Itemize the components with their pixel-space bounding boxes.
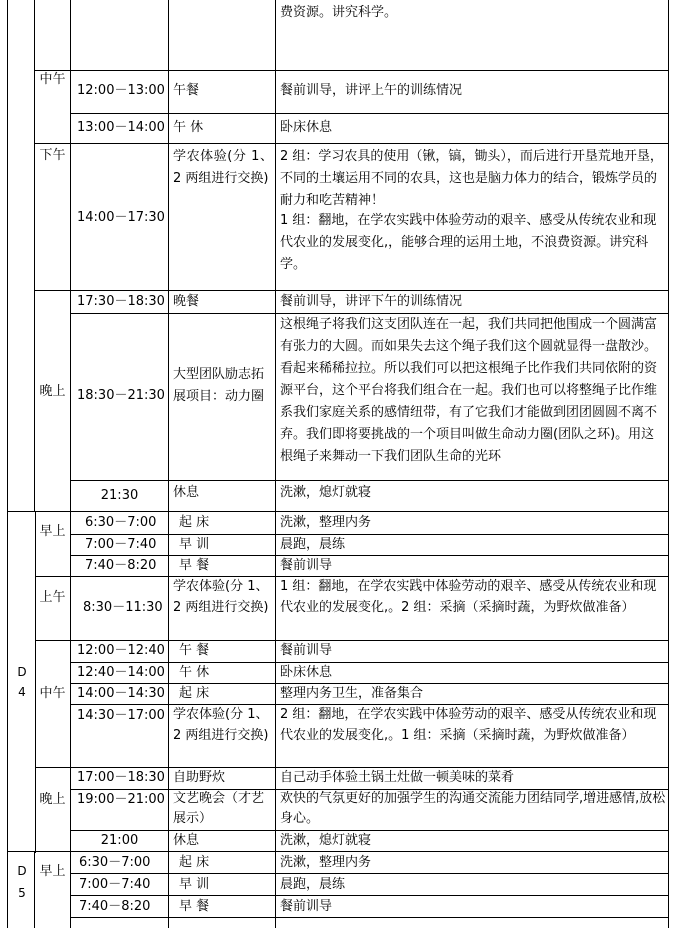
detail-cell: 卧床休息 (280, 120, 333, 135)
detail-cell: 这根绳子将我们这支团队连在一起，我们共同把他围成一个圆满富有张力的大圆。而如果失去这个绳子我们这个圆就显得一盘散沙。看起来稀稀拉拉。所以我们可以把这根绳子比作我们共同依附的资源平台，这个平台将我们组合在一起。我们也可以将整绳子比作维系我们家庭关系的感情纽带，有了它我们才能做到团团圆圆不离不弃。我们即将要挑战的一个项目叫做生命动力圈(团队之环)。用这根绳子来舞动一下我们团队生命的光环 (280, 317, 658, 464)
detail-cell: 欢快的气氛更好的加强学生的沟通交流能力团结同学,增进感情,放松身心。 (280, 791, 666, 826)
item-cell: 学农体验(分 1、2 两组进行交换) (173, 579, 269, 615)
time-cell: 14:00－17:30 (77, 210, 165, 225)
detail-cell: 2 组：翻地，在学农实践中体验劳动的艰辛、感受从传统农业和现代农业的发展变化,。1 组：采摘（采摘时蔬，为野炊做准备） (280, 707, 657, 743)
item-cell: 晚餐 (173, 294, 200, 309)
item-cell: 午餐 (173, 83, 200, 98)
detail-cell: 2 组：学习农具的使用（锹，镐，锄头），而后进行开垦荒地开垦，不同的土壤运用不同的农具，这也是脑力体力的结合，锻炼学员的耐力和吃苦精神！ (280, 149, 663, 208)
detail-cell: 整理内务卫生，准备集合 (280, 686, 424, 701)
item-cell: 早 餐 (179, 899, 210, 914)
time-cell: 13:00－14:00 (77, 120, 165, 135)
time-cell: 17:00－18:30 (77, 770, 165, 785)
detail-cell: 晨跑，晨练 (280, 877, 346, 892)
item-cell: 起 床 (179, 515, 210, 530)
item-cell: 午 休 (179, 665, 210, 680)
time-cell: 7:40－8:20 (85, 558, 157, 573)
item-cell: 休息 (173, 833, 200, 848)
time-cell: 19:00－21:00 (77, 792, 165, 807)
time-cell: 6:30－7:00 (85, 515, 157, 530)
time-cell: 12:40－14:00 (77, 665, 165, 680)
detail-cell: 自己动手体验土锅土灶做一顿美味的菜肴 (280, 770, 515, 785)
detail-cell: 餐前训导，讲评下午的训练情况 (280, 294, 463, 309)
item-cell: 大型团队励志拓展项目：动力圈 (173, 367, 265, 404)
day-label: D (17, 864, 27, 878)
detail-cell: 晨跑，晨练 (280, 537, 346, 552)
detail-cell: 费资源。讲究科学。 (280, 5, 398, 20)
time-cell: 21:30 (100, 488, 139, 503)
detail-cell: 餐前训导，讲评上午的训练情况 (280, 83, 463, 98)
item-cell: 早 餐 (179, 558, 210, 573)
time-cell: 14:30－17:00 (77, 708, 165, 723)
time-cell: 7:00－7:40 (85, 537, 157, 552)
time-cell: 12:00－12:40 (77, 643, 165, 658)
period-label: 上午 (39, 590, 66, 605)
item-cell: 起 床 (179, 855, 210, 870)
item-cell: 早 训 (179, 537, 210, 552)
detail-cell: 洗漱，熄灯就寝 (280, 833, 372, 848)
day-number: 5 (18, 886, 26, 900)
detail-cell: 餐前训导 (280, 643, 333, 658)
item-cell: 学农体验(分 1、2 两组进行交换) (173, 707, 269, 743)
period-label: 中午 (39, 686, 66, 701)
item-cell: 起 床 (179, 686, 210, 701)
day-number: 4 (18, 685, 26, 699)
detail-cell: 卧床休息 (280, 665, 333, 680)
item-cell: 休息 (173, 485, 200, 500)
item-cell: 午 休 (173, 120, 204, 135)
period-label: 晚上 (39, 792, 66, 807)
detail-cell: 餐前训导 (280, 558, 333, 573)
detail-cell: 洗漱，整理内务 (280, 855, 372, 870)
time-cell: 8:30－11:30 (83, 600, 163, 615)
time-cell: 14:00－14:30 (77, 686, 165, 701)
detail-cell: 1 组：翻地，在学农实践中体验劳动的艰辛、感受从传统农业和现代农业的发展变化,。2 组：采摘（采摘时蔬，为野炊做准备） (280, 579, 657, 615)
detail-cell: 洗漱，整理内务 (280, 515, 372, 530)
detail-cell: 1 组：翻地，在学农实践中体验劳动的艰辛、感受从传统农业和现代农业的发展变化,，能够合理的运用土地，不浪费资源。讲究科学。 (280, 213, 657, 272)
detail-cell: 洗漱，熄灯就寝 (280, 485, 372, 500)
time-cell: 7:00－7:40 (79, 877, 151, 892)
time-cell: 12:00－13:00 (77, 83, 165, 98)
time-cell: 6:30－7:00 (79, 855, 151, 870)
item-cell: 文艺晚会（才艺展示） (173, 791, 265, 826)
item-cell: 午 餐 (179, 643, 210, 658)
period-label: 中午 (39, 72, 66, 87)
period-label: 晚上 (39, 384, 66, 399)
period-label: 下午 (39, 148, 66, 163)
period-label: 早上 (39, 864, 66, 879)
item-cell: 学农体验(分 1、2 两组进行交换) (173, 149, 273, 186)
time-cell: 18:30－21:30 (77, 388, 165, 403)
day-label: D (17, 665, 27, 679)
item-cell: 自助野炊 (173, 770, 226, 785)
time-cell: 21:00 (100, 833, 139, 848)
time-cell: 7:40－8:20 (79, 899, 151, 914)
item-cell: 早 训 (179, 877, 210, 892)
detail-cell: 餐前训导 (280, 899, 333, 914)
time-cell: 17:30－18:30 (77, 294, 165, 309)
period-label: 早上 (39, 524, 66, 539)
schedule-table (7, 0, 669, 928)
